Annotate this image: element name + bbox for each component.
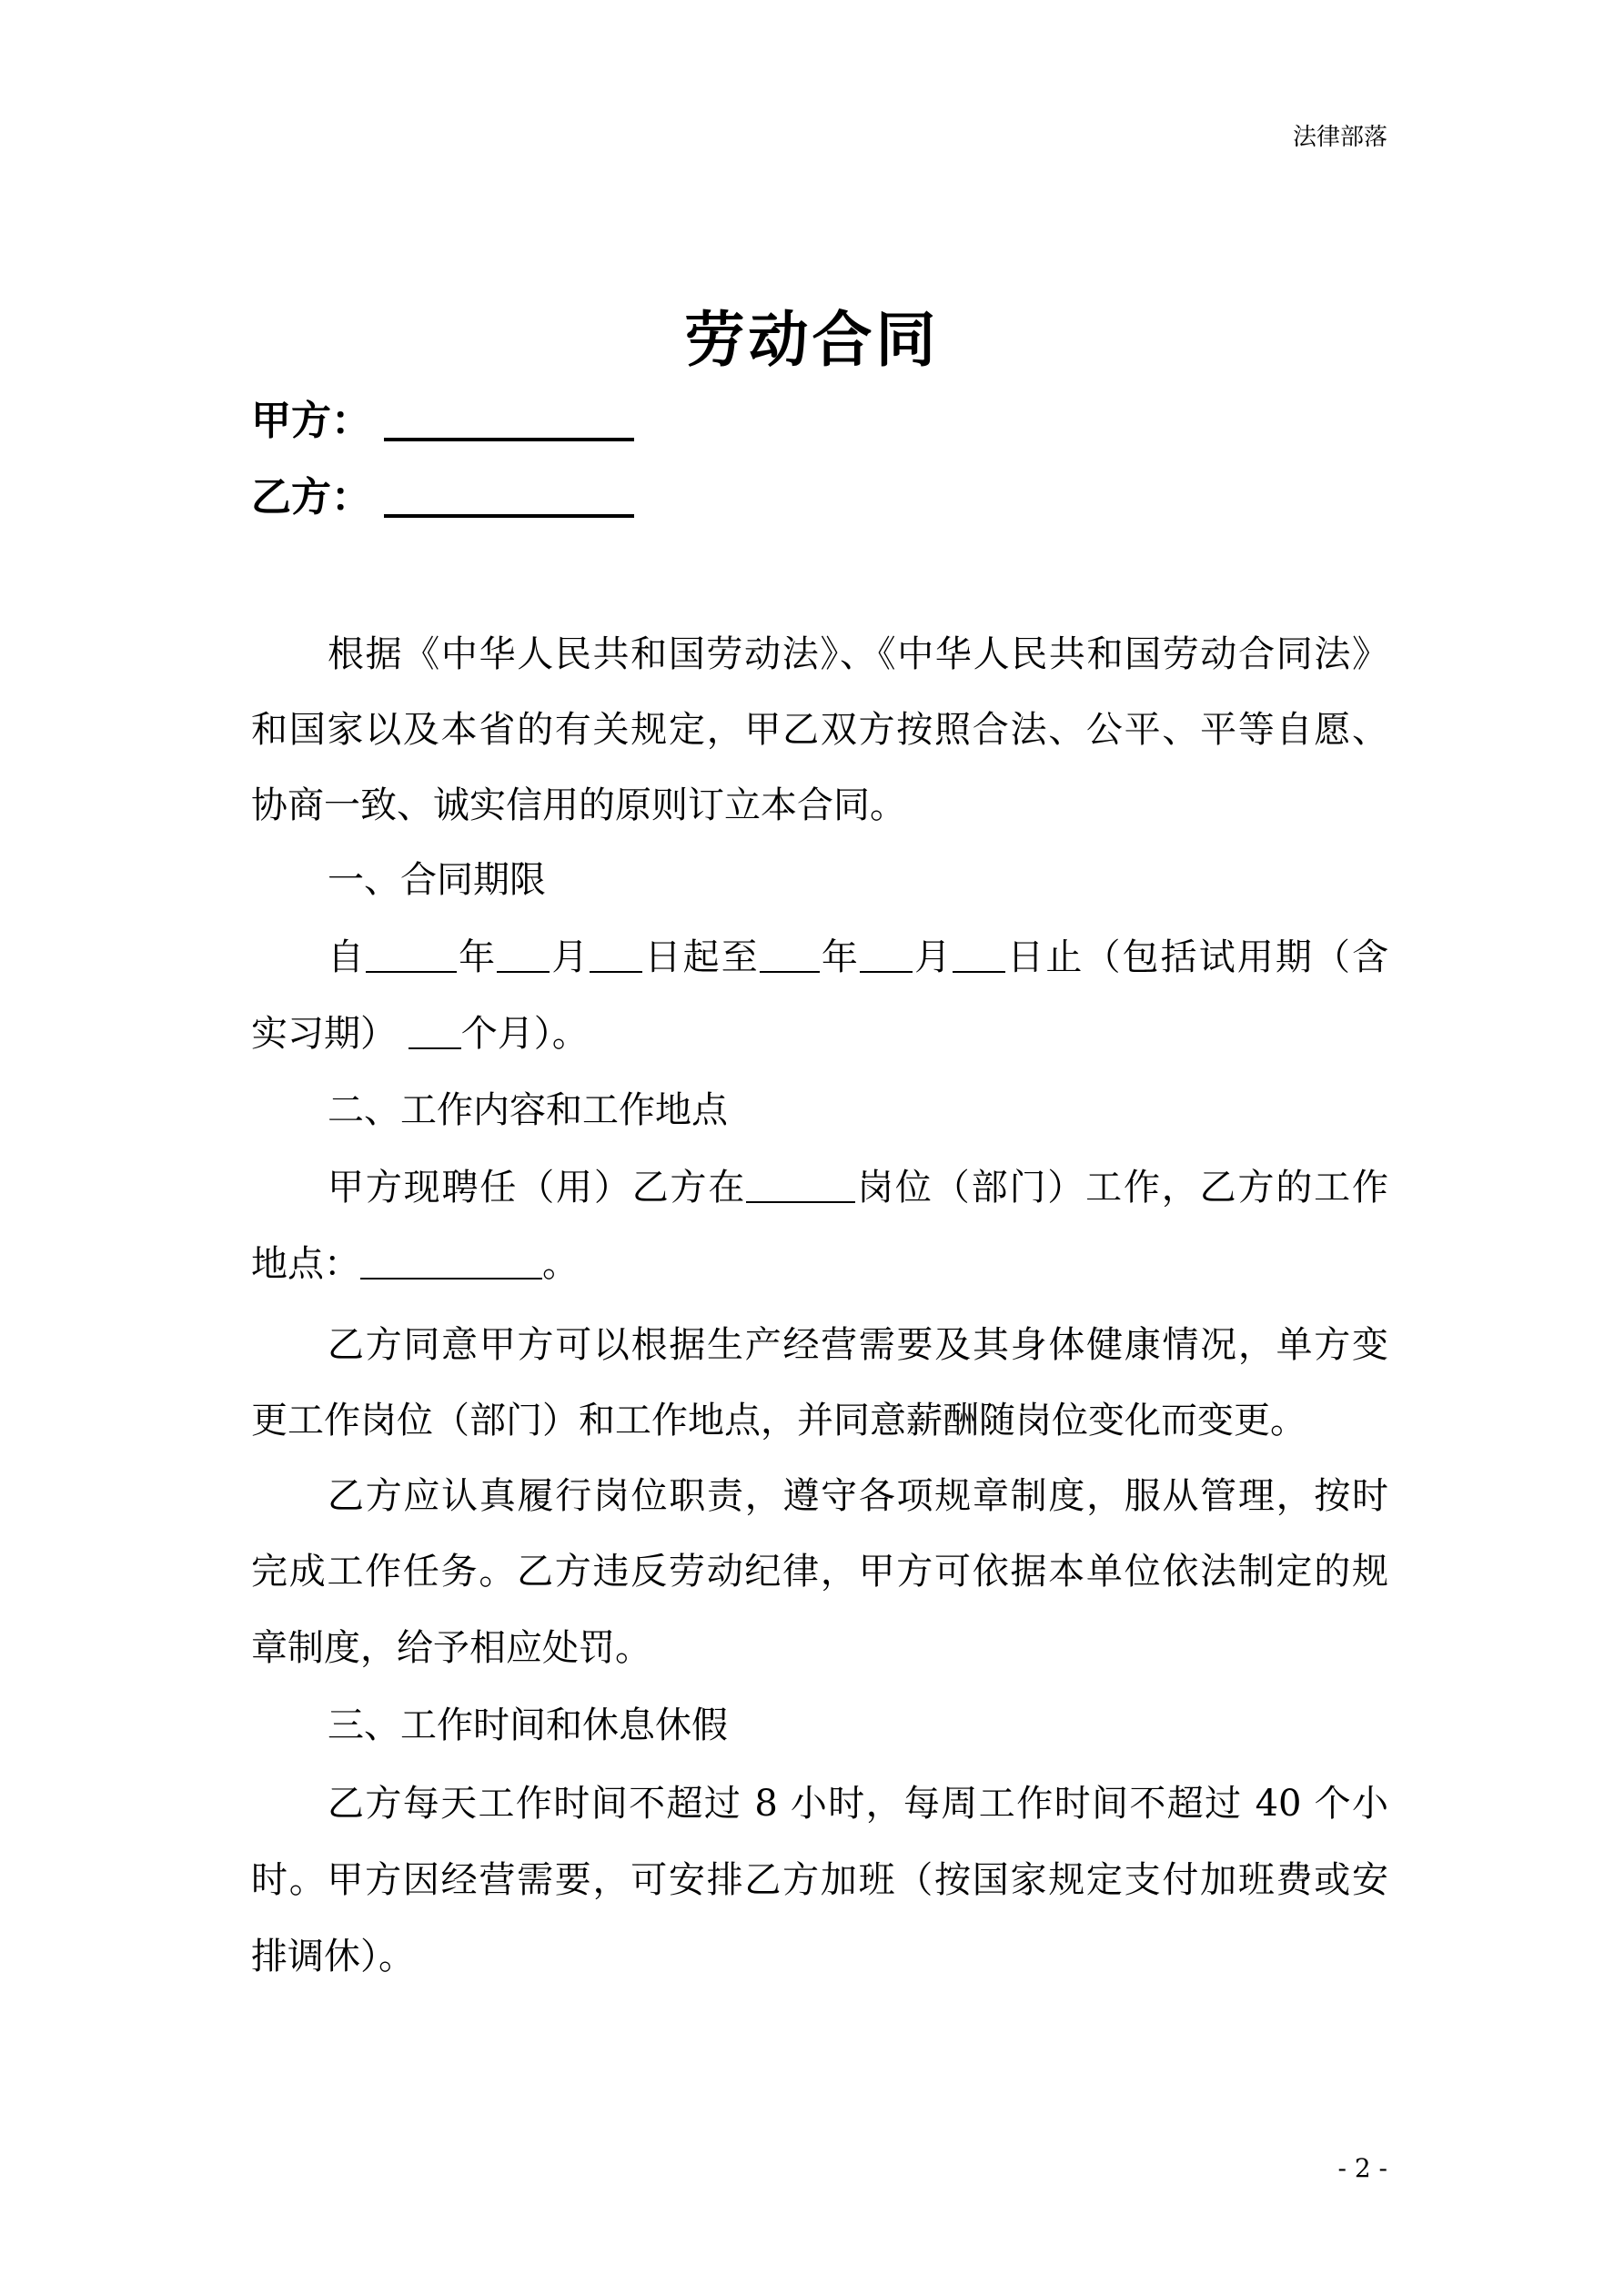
term-line bbox=[251, 1006, 1388, 1061]
paragraph-line: 时。甲方因经营需要，可安排乙方加班（按国家规定支付加班费或安 bbox=[251, 1859, 1388, 1901]
paragraph-line: 完成工作任务。乙方违反劳动纪律，甲方可依据本单位依法制定的规 bbox=[251, 1551, 1388, 1593]
page-header: 法律部落 bbox=[1292, 124, 1387, 151]
blank bbox=[953, 935, 1005, 973]
text: 岗位（部门）工作，乙方的工作 bbox=[855, 1167, 1389, 1209]
party-b-label: 乙方： bbox=[251, 474, 371, 521]
blank bbox=[760, 935, 820, 973]
text: 年 bbox=[819, 936, 861, 978]
paragraph-line: 排调休）。 bbox=[251, 1936, 415, 1977]
blank bbox=[409, 1011, 461, 1049]
party-a-field bbox=[251, 394, 634, 449]
blank bbox=[746, 1165, 855, 1203]
blank bbox=[366, 935, 457, 973]
intro-line: 和国家以及本省的有关规定，甲乙双方按照合法、公平、平等自愿、 bbox=[251, 709, 1388, 751]
term-line bbox=[328, 930, 1388, 985]
party-a-label: 甲方： bbox=[251, 398, 371, 444]
text: 日止（包括试用期（含 bbox=[1005, 936, 1389, 978]
text: 实习期） bbox=[251, 1013, 397, 1055]
job-line bbox=[251, 1237, 1388, 1291]
text: 月 bbox=[913, 936, 953, 978]
paragraph-line: 乙方应认真履行岗位职责，遵守各项规章制度，服从管理，按时 bbox=[328, 1475, 1388, 1517]
text: 月 bbox=[550, 936, 590, 978]
section-heading: 一、合同期限 bbox=[328, 859, 546, 901]
intro-line: 根据《中华人民共和国劳动法》、《中华人民共和国劳动合同法》 bbox=[328, 633, 1388, 675]
party-b-blank bbox=[384, 474, 634, 518]
text: 。 bbox=[542, 1243, 579, 1285]
text: 甲方现聘任（用）乙方在 bbox=[328, 1167, 747, 1209]
paragraph-line: 更工作岗位（部门）和工作地点，并同意薪酬随岗位变化而变更。 bbox=[251, 1400, 1306, 1441]
blank bbox=[860, 935, 913, 973]
paragraph-line: 乙方每天工作时间不超过 8 小时，每周工作时间不超过 40 个小 bbox=[328, 1783, 1388, 1825]
section-heading: 三、工作时间和休息休假 bbox=[328, 1704, 728, 1746]
blank bbox=[590, 935, 642, 973]
party-b-field bbox=[251, 470, 634, 525]
blank bbox=[360, 1241, 542, 1279]
paragraph-line: 章制度，给予相应处罚。 bbox=[251, 1627, 651, 1669]
text: 地点： bbox=[251, 1243, 360, 1285]
section-heading: 二、工作内容和工作地点 bbox=[328, 1089, 728, 1131]
document-title: 劳动合同 bbox=[684, 304, 940, 375]
job-line bbox=[328, 1160, 1388, 1215]
intro-line: 协商一致、诚实信用的原则订立本合同。 bbox=[251, 784, 906, 826]
blank bbox=[497, 935, 550, 973]
party-a-blank bbox=[384, 398, 634, 441]
text: 自 bbox=[328, 936, 367, 978]
text: 年 bbox=[457, 936, 498, 978]
text: 个月）。 bbox=[460, 1013, 589, 1055]
paragraph-line: 乙方同意甲方可以根据生产经营需要及其身体健康情况，单方变 bbox=[328, 1324, 1388, 1366]
text: 日起至 bbox=[642, 936, 760, 978]
page-number: - 2 - bbox=[1337, 2153, 1387, 2183]
